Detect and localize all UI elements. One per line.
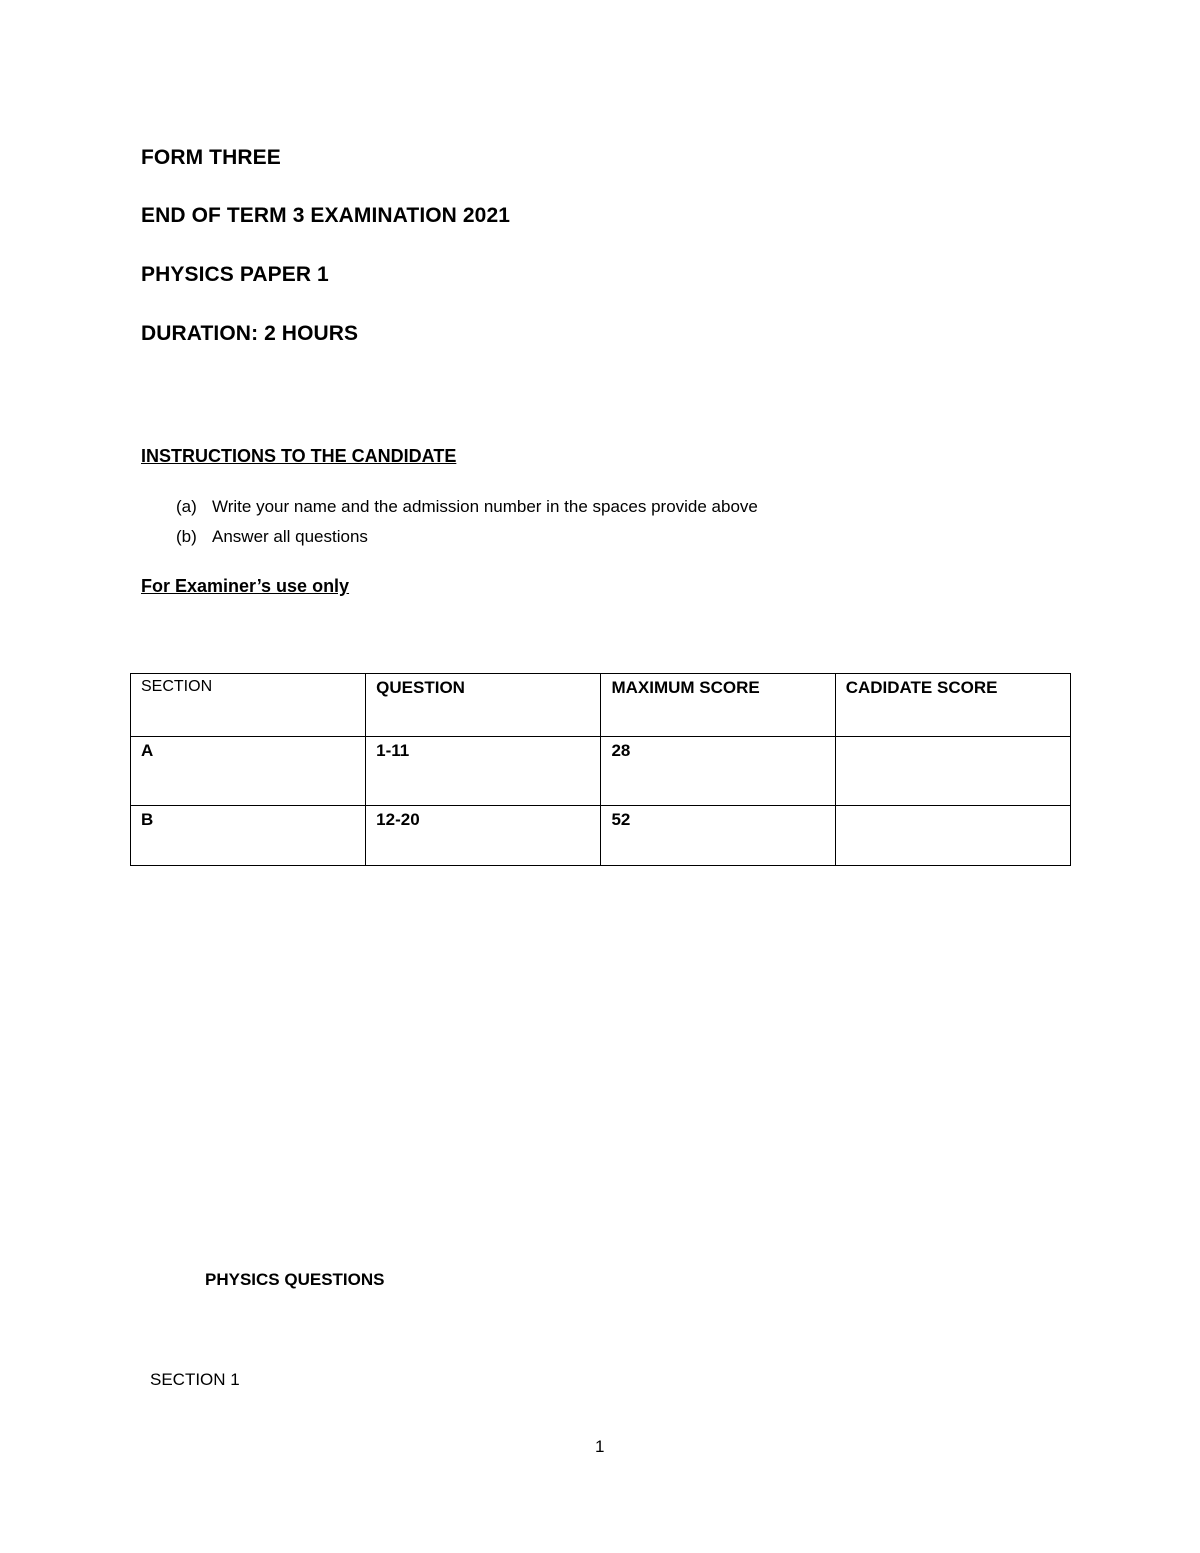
section-label: SECTION 1 bbox=[150, 1370, 240, 1389]
table-header-row bbox=[131, 674, 1071, 737]
cell-section: B bbox=[131, 806, 366, 866]
cell-candidate-score[interactable] bbox=[835, 737, 1070, 806]
instruction-text: Write your name and the admission number in the spaces provide above bbox=[212, 497, 758, 516]
table-row bbox=[131, 737, 1071, 806]
cell-question: 12-20 bbox=[366, 806, 601, 866]
instruction-marker: (b) bbox=[176, 527, 197, 546]
header-cell-candidate-score: CADIDATE SCORE bbox=[835, 674, 1070, 737]
cell-question: 1-11 bbox=[366, 737, 601, 806]
header-cell-max-score: MAXIMUM SCORE bbox=[601, 674, 835, 737]
table-row bbox=[131, 806, 1071, 866]
cell-candidate-score[interactable] bbox=[835, 806, 1070, 866]
instructions-title: INSTRUCTIONS TO THE CANDIDATE bbox=[141, 446, 457, 466]
page-number: 1 bbox=[595, 1437, 605, 1456]
form-heading: FORM THREE bbox=[141, 146, 281, 169]
duration-heading: DURATION: 2 HOURS bbox=[141, 322, 359, 345]
instruction-item bbox=[176, 497, 758, 517]
header-cell-question: QUESTION bbox=[366, 674, 601, 737]
instruction-item bbox=[176, 527, 368, 547]
instruction-marker: (a) bbox=[176, 497, 197, 516]
paper-heading: PHYSICS PAPER 1 bbox=[141, 263, 329, 286]
cell-max-score: 52 bbox=[601, 806, 835, 866]
header-cell-section: SECTION bbox=[131, 674, 366, 737]
cell-section: A bbox=[131, 737, 366, 806]
physics-questions-title: PHYSICS QUESTIONS bbox=[205, 1270, 385, 1289]
exam-heading: END OF TERM 3 EXAMINATION 2021 bbox=[141, 204, 511, 227]
score-table bbox=[130, 673, 1071, 866]
examiner-use-title: For Examiner’s use only bbox=[141, 576, 350, 596]
cell-max-score: 28 bbox=[601, 737, 835, 806]
instruction-text: Answer all questions bbox=[212, 527, 368, 546]
